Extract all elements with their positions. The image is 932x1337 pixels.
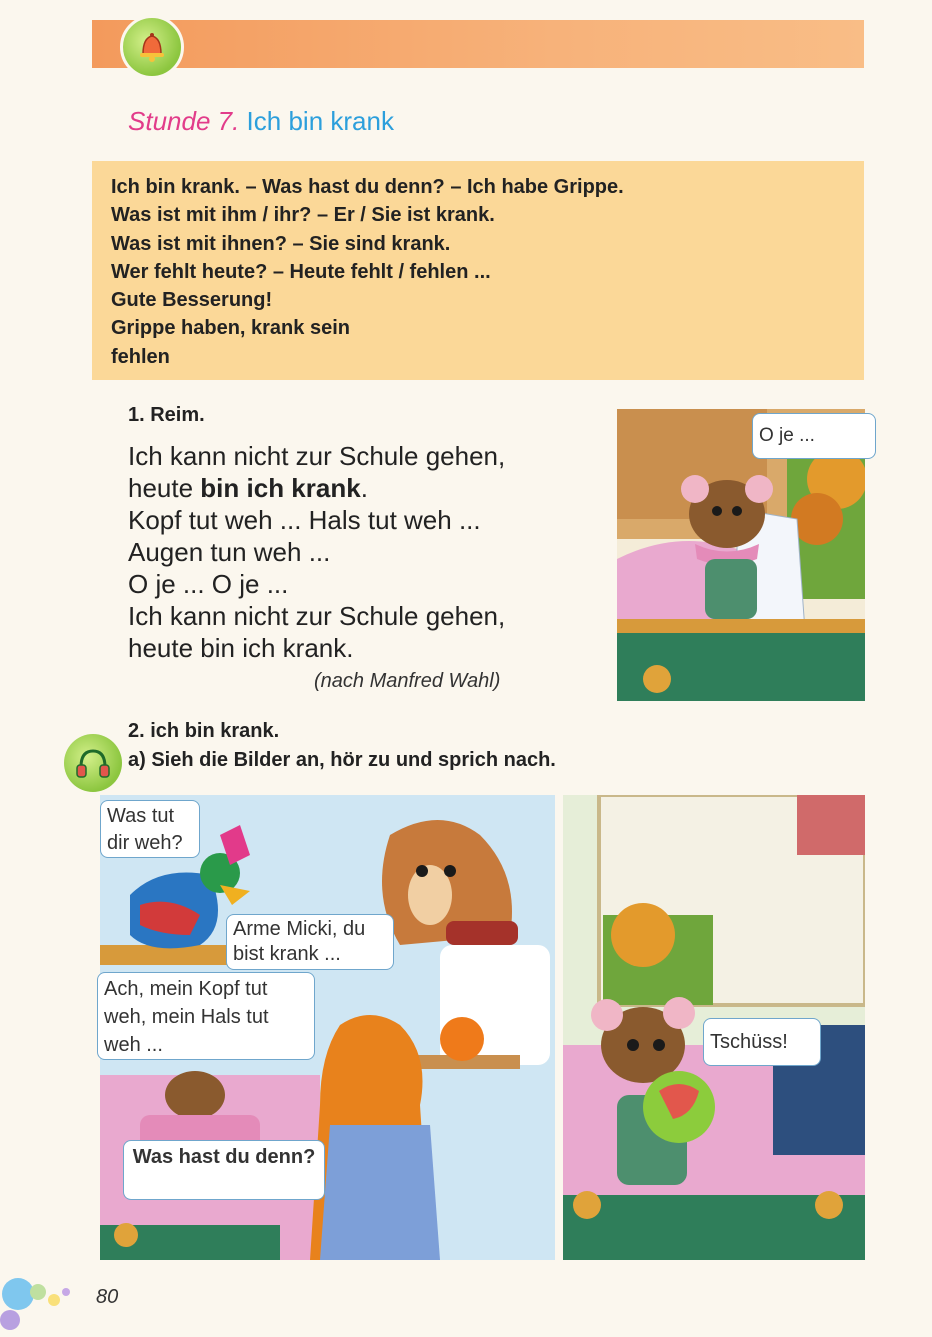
poem-line: Ich kann nicht zur Schule gehen, <box>128 441 506 471</box>
poem-line: O je ... O je ... <box>128 569 289 599</box>
lesson-number: Stunde 7. <box>128 106 240 136</box>
vocabulary-item: Was ist mit ihnen? – Sie sind krank. <box>111 232 451 255</box>
poem-line: heute bin ich krank. <box>128 633 354 663</box>
vocabulary-item: Was ist mit ihm / ihr? – Er / Sie ist krank. <box>111 204 495 227</box>
header-band <box>92 20 864 68</box>
mouse-goodbye-bubble: Tschüss! <box>703 1018 821 1066</box>
vocabulary-item: Wer fehlt heute? – Heute fehlt / fehlen ... <box>111 260 491 283</box>
vocabulary-list <box>111 173 624 371</box>
poem-line: Augen tun weh ... <box>128 537 331 567</box>
lesson-name: Ich bin krank <box>246 106 394 136</box>
exercise2-heading: 2. ich bin krank. <box>128 720 280 742</box>
lesson-title <box>128 106 394 137</box>
vocabulary-box <box>92 161 864 380</box>
parrot-speech-bubble: Was tut dir weh? <box>100 800 200 858</box>
cat-speech-bubble: Was hast du denn? <box>123 1140 325 1200</box>
poem-text: heute <box>128 473 201 503</box>
vocabulary-item: Gute Besserung! <box>111 289 273 312</box>
poem-emphasis: bin ich krank <box>200 473 361 503</box>
corner-decoration <box>0 1272 80 1337</box>
headphones-icon <box>64 734 122 792</box>
page-number: 80 <box>96 1286 119 1308</box>
speech-bubble: O je ... <box>752 413 876 459</box>
vocabulary-item: fehlen <box>111 345 170 368</box>
vocabulary-item: Ich bin krank. – Was hast du denn? – Ich habe Grippe. <box>111 176 624 198</box>
exercise1-heading: 1. Reim. <box>128 404 205 426</box>
mouse-speech-bubble: Ach, mein Kopf tut weh, mein Hals tut weh ... <box>97 972 315 1060</box>
bell-icon <box>120 15 184 79</box>
poem-line <box>128 472 505 504</box>
vocabulary-item: Grippe haben, krank sein <box>111 317 350 340</box>
poem-credit: (nach Manfred Wahl) <box>314 670 501 692</box>
exercise2-instruction: a) Sieh die Bilder an, hör zu und sprich nach. <box>128 749 556 771</box>
poem-line: Kopf tut weh ... Hals tut weh ... <box>128 505 481 535</box>
poem-text: . <box>360 473 368 503</box>
poem <box>128 440 505 664</box>
dog-speech-bubble: Arme Micki, du bist krank ... <box>226 914 394 970</box>
poem-line: Ich kann nicht zur Schule gehen, <box>128 601 506 631</box>
